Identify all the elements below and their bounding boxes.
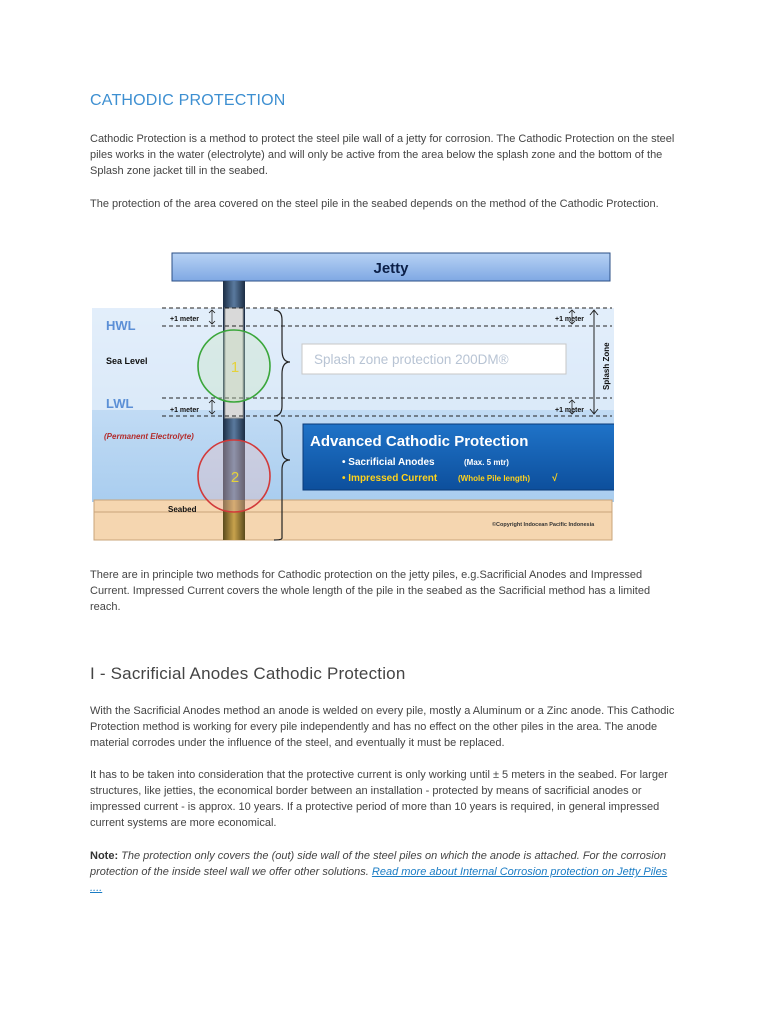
second-paragraph: The protection of the area covered on the steel pile in the seabed depends on the method of the Cathodic Protection. [90, 198, 659, 210]
one-meter-left-top: +1 meter [170, 316, 199, 323]
advanced-cp-title: Advanced Cathodic Protection [310, 433, 529, 450]
permanent-electrolyte-label: (Permanent Electrolyte) [104, 432, 194, 441]
one-meter-left-bottom: +1 meter [170, 407, 199, 414]
check-mark-icon: √ [552, 473, 558, 484]
cathodic-protection-diagram [92, 250, 614, 542]
seabed-label: Seabed [168, 505, 197, 514]
bullet-1-note: (Max. 5 mtr) [464, 458, 509, 467]
jetty-label: Jetty [373, 260, 409, 277]
note-label: Note: [90, 850, 119, 862]
section-1-heading: I - Sacrificial Anodes Cathodic Protection [90, 664, 406, 683]
note-text: The protection only covers the (out) side wall of the steel piles on which the anode is attached. For the corrosion protection of the inside steel wall we offer other solutions. [90, 850, 666, 878]
bullet-2-note: (Whole Pile length) [458, 474, 530, 483]
methods-paragraph: There are in principle two methods for Cathodic protection on the jetty piles, e.g.Sacrificial Anodes and Impressed Current. Impressed Current covers the whole length of the pile in the seabed as the Sacrificial method has a limited reach. [90, 569, 651, 613]
one-meter-right-bottom: +1 meter [555, 407, 584, 414]
section-1-paragraph-1: With the Sacrificial Anodes method an anode is welded on every pile, mostly a Aluminum or a Zinc anode. This Cathodic Protection method is working for every pile independently and has no effect on the other piles in the area. The anode material corrodes under the influence of the steel, and eventually it must be replaced. [90, 705, 675, 749]
section-1-paragraph-2: It has to be taken into consideration that the protective current is only working until ± 5 meters in the seabed. For larger structures, like jetties, the economical border between an installation - protected by means of sacrificial anodes or impressed current - is approx. 10 years. If a protective period of more than 10 years is required, in general impressed current systems are more economical. [90, 769, 668, 829]
lwl-label: LWL [106, 396, 134, 411]
splash-zone-protection-label: Splash zone protection 200DM® [314, 352, 509, 367]
zone-1-number: 1 [230, 359, 240, 376]
copyright-label: ©Copyright Indocean Pacific Indonesia [492, 522, 595, 528]
splash-zone-side-label: Splash Zone [602, 342, 611, 390]
bullet-1-label: • Sacrificial Anodes [342, 457, 435, 468]
page-title: CATHODIC PROTECTION [90, 92, 286, 109]
one-meter-right-top: +1 meter [555, 316, 584, 323]
hwl-label: HWL [106, 318, 136, 333]
note-paragraph [90, 848, 682, 896]
internal-corrosion-link[interactable]: Read more about Internal Corrosion protection on Jetty Piles .... [90, 866, 668, 894]
bullet-2-label: • Impressed Current [342, 473, 438, 484]
sea-level-label: Sea Level [106, 356, 148, 366]
zone-2-number: 2 [230, 469, 240, 486]
intro-paragraph: Cathodic Protection is a method to protect the steel pile wall of a jetty for corrosion. The Cathodic Protection on the steel piles works in the water (electrolyte) and will only be active from the area below the splash zone and the bottom of the Splash zone jacket till in the seabed. [90, 133, 675, 177]
